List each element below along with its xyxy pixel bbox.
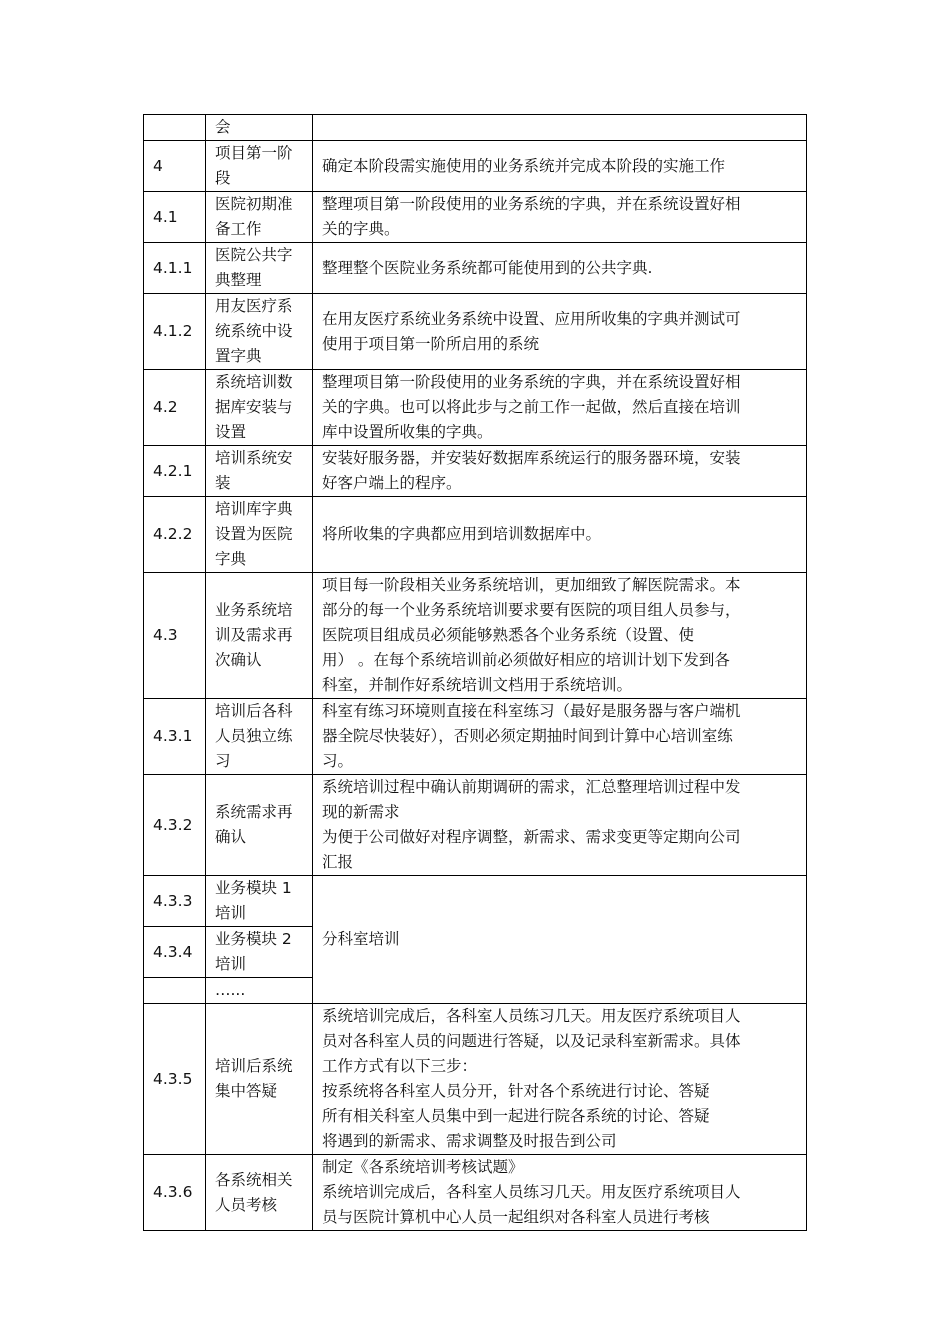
table-row — [144, 446, 807, 497]
step-description: 安装好服务器，并安装好数据库系统运行的服务器环境，安装 好客户端上的程序。 — [313, 446, 807, 497]
step-number: 4 — [144, 141, 206, 192]
step-description: 整理项目第一阶段使用的业务系统的字典，并在系统设置好相 关的字典。 — [313, 192, 807, 243]
step-description: 系统培训过程中确认前期调研的需求，汇总整理培训过程中发 现的新需求 为便于公司做好对程序调整，新需求、需求变更等定期向公司 汇报 — [313, 775, 807, 876]
table-row — [144, 192, 807, 243]
step-number: 4.3.3 — [144, 876, 206, 927]
table-row — [144, 573, 807, 699]
table-row — [144, 876, 807, 927]
step-number — [144, 115, 206, 141]
implementation-plan-table — [143, 114, 807, 1231]
step-description: 项目每一阶段相关业务系统培训，更加细致了解医院需求。本 部分的每一个业务系统培训要求要有医院的项目组人员参与， 医院项目组成员必须能够熟悉各个业务系统（设置、使 用） 。在每个系统培训前必须做好相应的培训计划下发到各 科室，并制作好系统培训文档用于系统培训。 — [313, 573, 807, 699]
table-row — [144, 1155, 807, 1231]
table-row — [144, 243, 807, 294]
step-name: 业务模块 2 培训 — [206, 927, 313, 978]
step-name: 会 — [206, 115, 313, 141]
step-number: 4.3.2 — [144, 775, 206, 876]
step-name: …... — [206, 978, 313, 1004]
step-name: 培训后系统 集中答疑 — [206, 1004, 313, 1155]
step-name: 各系统相关 人员考核 — [206, 1155, 313, 1231]
table-row — [144, 497, 807, 573]
step-number: 4.3.4 — [144, 927, 206, 978]
step-name: 系统需求再 确认 — [206, 775, 313, 876]
step-description: 整理项目第一阶段使用的业务系统的字典，并在系统设置好相 关的字典。也可以将此步与之前工作一起做，然后直接在培训 库中设置所收集的字典。 — [313, 370, 807, 446]
step-number: 4.3.6 — [144, 1155, 206, 1231]
step-name: 医院公共字 典整理 — [206, 243, 313, 294]
step-number: 4.3.1 — [144, 699, 206, 775]
step-number: 4.1 — [144, 192, 206, 243]
table-row — [144, 370, 807, 446]
step-number: 4.1.2 — [144, 294, 206, 370]
step-description: 系统培训完成后，各科室人员练习几天。用友医疗系统项目人 员对各科室人员的问题进行答疑，以及记录科室新需求。具体 工作方式有以下三步： 按系统将各科室人员分开，针对各个系统进行讨论、答疑 所有相关科室人员集中到一起进行院各系统的讨论、答疑 将遇到的新需求、需求调整及时报告到公司 — [313, 1004, 807, 1155]
step-name: 业务系统培 训及需求再 次确认 — [206, 573, 313, 699]
merged-step-description: 分科室培训 — [313, 876, 807, 1004]
step-name: 培训库字典 设置为医院 字典 — [206, 497, 313, 573]
step-name: 医院初期准 备工作 — [206, 192, 313, 243]
step-number: 4.3.5 — [144, 1004, 206, 1155]
step-name: 培训系统安 装 — [206, 446, 313, 497]
step-description: 在用友医疗系统业务系统中设置、应用所收集的字典并测试可 使用于项目第一阶所启用的系统 — [313, 294, 807, 370]
table-row — [144, 115, 807, 141]
step-description: 整理整个医院业务系统都可能使用到的公共字典. — [313, 243, 807, 294]
table-row — [144, 1004, 807, 1155]
step-number: 4.2.2 — [144, 497, 206, 573]
step-number: 4.1.1 — [144, 243, 206, 294]
step-name: 用友医疗系 统系统中设 置字典 — [206, 294, 313, 370]
step-description: 制定《各系统培训考核试题》 系统培训完成后，各科室人员练习几天。用友医疗系统项目人 员与医院计算机中心人员一起组织对各科室人员进行考核 — [313, 1155, 807, 1231]
step-number: 4.3 — [144, 573, 206, 699]
step-name: 项目第一阶 段 — [206, 141, 313, 192]
step-name: 业务模块 1 培训 — [206, 876, 313, 927]
step-description — [313, 115, 807, 141]
step-number: 4.2.1 — [144, 446, 206, 497]
table-row — [144, 294, 807, 370]
step-name: 系统培训数 据库安装与 设置 — [206, 370, 313, 446]
step-description: 确定本阶段需实施使用的业务系统并完成本阶段的实施工作 — [313, 141, 807, 192]
step-number — [144, 978, 206, 1004]
table-row — [144, 141, 807, 192]
step-description: 将所收集的字典都应用到培训数据库中。 — [313, 497, 807, 573]
table-row — [144, 699, 807, 775]
step-name: 培训后各科 人员独立练 习 — [206, 699, 313, 775]
step-number: 4.2 — [144, 370, 206, 446]
step-description: 科室有练习环境则直接在科室练习（最好是服务器与客户端机 器全院尽快装好），否则必须定期抽时间到计算中心培训室练 习。 — [313, 699, 807, 775]
table-row — [144, 775, 807, 876]
